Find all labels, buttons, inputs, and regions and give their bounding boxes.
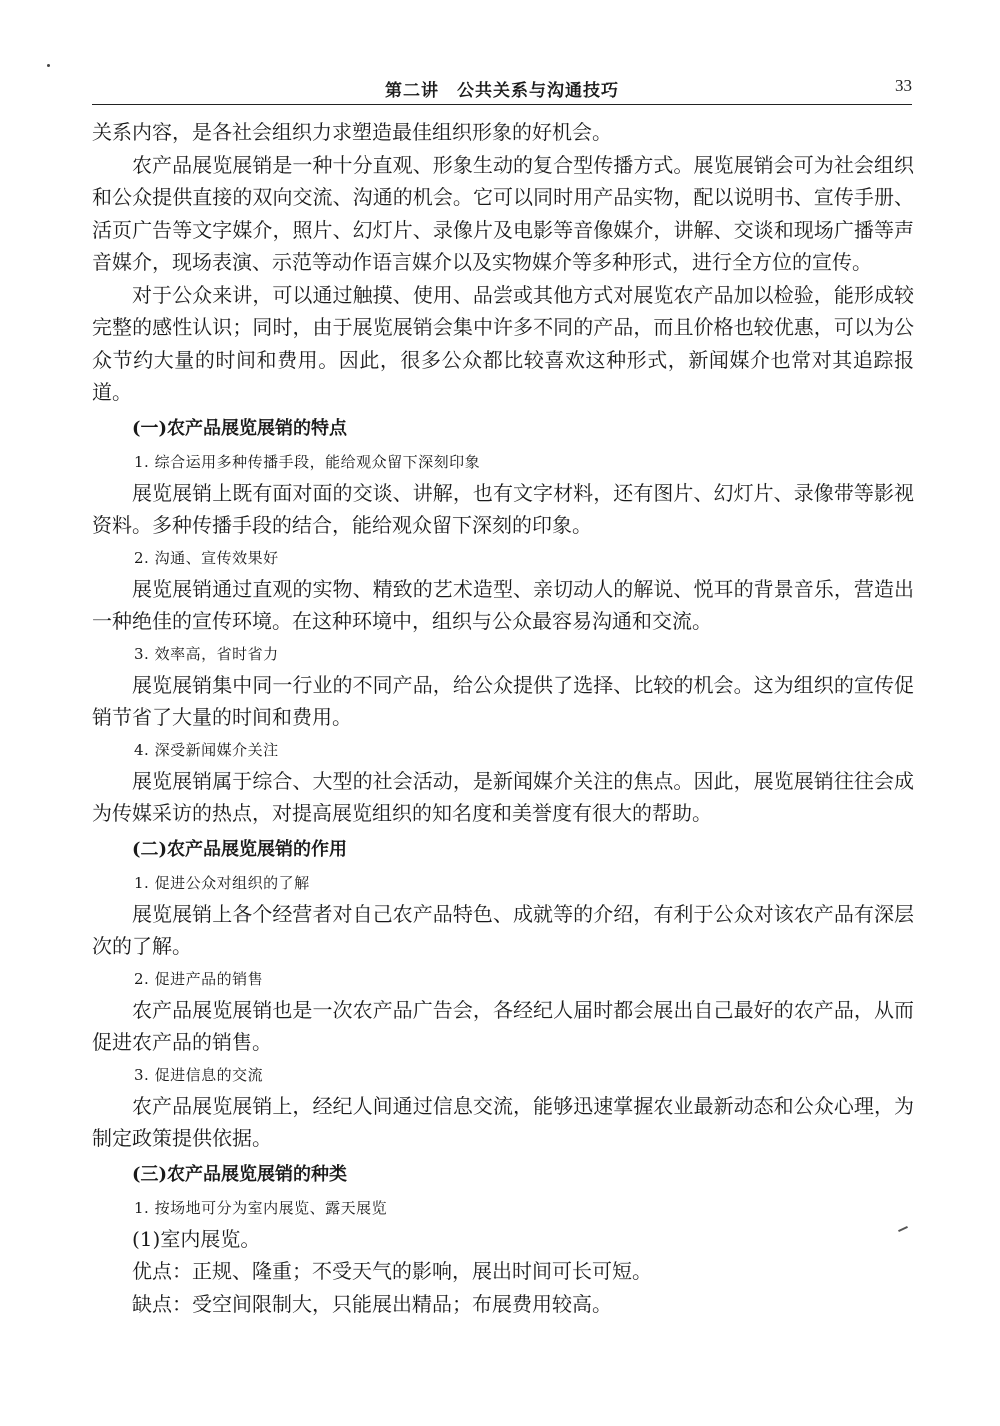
subheading-role-3: 3. 促进信息的交流 [134,1065,264,1084]
page-body [92,116,914,1320]
subheading-feature-1: 1. 综合运用多种传播手段，能给观众留下深刻印象 [134,452,481,471]
subheading-role-2: 2. 促进产品的销售 [134,969,264,988]
list-item-advantages: 优点：正规、隆重；不受天气的影响，展出时间可长可短。 [132,1259,652,1283]
paragraph-feature-1: 展览展销上既有面对面的交谈、讲解，也有文字材料，还有图片、幻灯片、录像带等影视资料。多种传播手段的结合，能给观众留下深刻的印象。 [92,480,914,537]
paragraph-role-3: 农产品展览展销上，经纪人间通过信息交流，能够迅速掌握农业最新动态和公众心理，为制定政策提供依据。 [92,1093,914,1150]
subheading-feature-4: 4. 深受新闻媒介关注 [134,740,279,759]
paragraph-feature-2: 展览展销通过直观的实物、精致的艺术造型、亲切动人的解说、悦耳的背景音乐，营造出一种绝佳的宣传环境。在这种环境中，组织与公众最容易沟通和交流。 [92,576,914,633]
subheading-role-1: 1. 促进公众对组织的了解 [134,873,310,892]
list-item-indoor: (1)室内展览。 [132,1226,261,1251]
header-rule [92,104,912,105]
scan-speck [47,64,50,67]
section-heading-types: (三)农产品展览展销的种类 [132,1163,348,1185]
running-title: 第二讲 公共关系与沟通技巧 [385,81,619,101]
section-heading-features: (一)农产品展览展销的特点 [132,417,348,439]
section-heading-roles: (二)农产品展览展销的作用 [132,838,348,860]
page-header [92,72,912,102]
page-number: 33 [895,76,912,95]
paragraph-feature-4: 展览展销属于综合、大型的社会活动，是新闻媒介关注的焦点。因此，展览展销往往会成为传媒采访的热点，对提高展览组织的知名度和美誉度有很大的帮助。 [92,768,914,825]
list-item-disadvantages: 缺点：受空间限制大，只能展出精品；布展费用较高。 [132,1291,612,1316]
paragraph-public-benefit: 对于公众来讲，可以通过触摸、使用、品尝或其他方式对展览农产品加以检验，能形成较完整的感性认识；同时，由于展览展销会集中许多不同的产品，而且价格也较优惠，可以为公众节约大量的时间和费用。因此，很多公众都比较喜欢这种形式，新闻媒介也常对其追踪报道。 [92,282,914,404]
paragraph-feature-3: 展览展销集中同一行业的不同产品，给公众提供了选择、比较的机会。这为组织的宣传促销节省了大量的时间和费用。 [92,672,914,729]
paragraph-role-2: 农产品展览展销也是一次农产品广告会，各经纪人届时都会展出自己最好的农产品，从而促进农产品的销售。 [92,997,914,1054]
paragraph-continued: 关系内容，是各社会组织力求塑造最佳组织形象的好机会。 [92,120,612,144]
subheading-feature-2: 2. 沟通、宣传效果好 [134,548,279,567]
subheading-feature-3: 3. 效率高，省时省力 [134,644,279,663]
paragraph-role-1: 展览展销上各个经营者对自己农产品特色、成就等的介绍，有利于公众对该农产品有深层次的了解。 [92,901,914,958]
subheading-type-1: 1. 按场地可分为室内展览、露天展览 [134,1198,388,1217]
paragraph-exhibition-intro: 农产品展览展销是一种十分直观、形象生动的复合型传播方式。展览展销会可为社会组织和公众提供直接的双向交流、沟通的机会。它可以同时用产品实物，配以说明书、宣传手册、活页广告等文字媒介，照片、幻灯片、录像片及电影等音像媒介，讲解、交谈和现场广播等声音媒介，现场表演、示范等动作语言媒介以及实物媒介等多种形式，进行全方位的宣传。 [92,152,914,274]
